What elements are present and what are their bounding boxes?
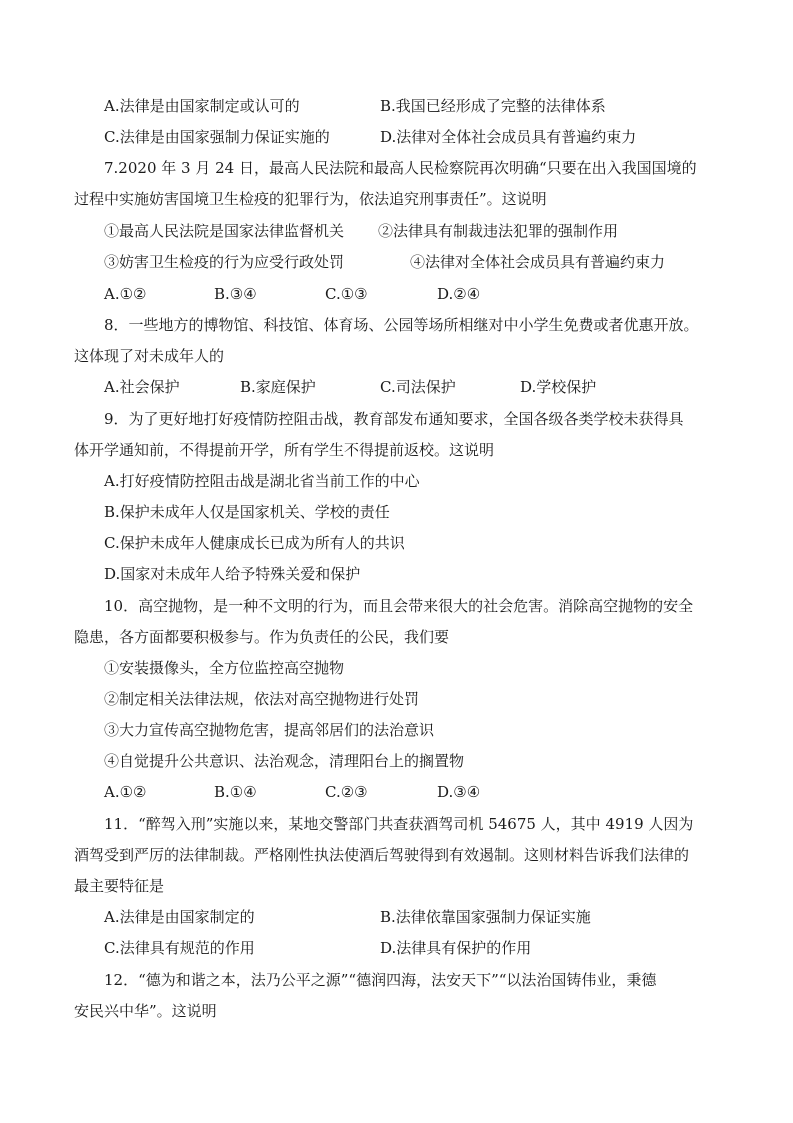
q10-stem-line1: 10．高空抛物，是一种不文明的行为，而且会带来很大的社会危害。消除高空抛物的安全 [104,597,694,615]
q10-option-d: D.③④ [437,783,481,801]
q11-option-b: B.法律依靠国家强制力保证实施 [380,908,591,926]
q8-stem-line1: 8．一些地方的博物馆、科技馆、体育场、公园等场所相继对中小学生免费或者优惠开放。 [104,316,699,334]
q10-statement-2: ②制定相关法律法规，依法对高空抛物进行处罚 [104,690,420,708]
q7-statement-2: ②法律具有制裁违法犯罪的强制作用 [378,222,619,240]
q8-stem-line2: 这体现了对未成年人的 [74,347,225,365]
q8-option-b: B.家庭保护 [240,378,316,396]
q11-option-d: D.法律具有保护的作用 [380,939,532,957]
q7-statement-1: ①最高人民法院是国家法律监督机关 [104,222,345,240]
q12-stem-line2: 安民兴中华”。这说明 [74,1002,217,1020]
q8-option-d: D.学校保护 [520,378,597,396]
q6-option-c: C.法律是由国家强制力保证实施的 [104,128,330,146]
q10-option-c: C.②③ [325,783,368,801]
q7-stem-line2: 过程中实施妨害国境卫生检疫的犯罪行为，依法追究刑事责任”。这说明 [74,190,547,208]
q10-option-a: A.①② [104,783,147,801]
q7-option-b: B.③④ [214,285,257,303]
q6-option-a: A.法律是由国家制定或认可的 [104,97,300,115]
q11-option-c: C.法律具有规范的作用 [104,939,255,957]
q12-stem-line1: 12．“德为和谐之本，法乃公平之源”“德润四海，法安天下”“以法治国铸伟业，秉德 [104,971,657,989]
q11-stem-line2: 酒驾受到严厉的法律制裁。严格刚性执法使酒后驾驶得到有效遏制。这则材料告诉我们法律的 [74,846,690,864]
q10-option-b: B.①④ [214,783,257,801]
q7-statement-4: ④法律对全体社会成员具有普遍约束力 [410,253,666,271]
q11-stem-line1: 11．“醉驾入刑”实施以来，某地交警部门共查获酒驾司机 54675 人，其中 4919 人因为 [104,815,694,833]
q8-option-c: C.司法保护 [380,378,456,396]
q7-option-a: A.①② [104,285,147,303]
q7-option-d: D.②④ [437,285,481,303]
q8-option-a: A.社会保护 [104,378,180,396]
q10-stem-line2: 隐患，各方面都要积极参与。作为负责任的公民，我们要 [74,628,450,646]
q9-option-b: B.保护未成年人仅是国家机关、学校的责任 [104,503,390,521]
q9-option-c: C.保护未成年人健康成长已成为所有人的共识 [104,534,405,552]
q6-option-d: D.法律对全体社会成员具有普遍约束力 [380,128,637,146]
q7-option-c: C.①③ [325,285,368,303]
q10-statement-4: ④自觉提升公共意识、法治观念，清理阳台上的搁置物 [104,752,465,770]
q9-stem-line1: 9．为了更好地打好疫情防控阻击战，教育部发布通知要求，全国各级各类学校未获得具 [104,410,684,428]
q9-stem-line2: 体开学通知前，不得提前开学，所有学生不得提前返校。这说明 [74,441,495,459]
q9-option-a: A.打好疫情防控阻击战是湖北省当前工作的中心 [104,472,420,490]
q11-option-a: A.法律是由国家制定的 [104,908,255,926]
q11-stem-line3: 最主要特征是 [74,877,165,895]
q9-option-d: D.国家对未成年人给予特殊关爱和保护 [104,565,361,583]
q7-statement-3: ③妨害卫生检疫的行为应受行政处罚 [104,253,345,271]
q10-statement-1: ①安装摄像头，全方位监控高空抛物 [104,659,345,677]
q7-stem-line1: 7.2020 年 3 月 24 日，最高人民法院和最高人民检察院再次明确“只要在出入我国国境的 [104,159,697,177]
q10-statement-3: ③大力宣传高空抛物危害，提高邻居们的法治意识 [104,721,435,739]
q6-option-b: B.我国已经形成了完整的法律体系 [380,97,606,115]
